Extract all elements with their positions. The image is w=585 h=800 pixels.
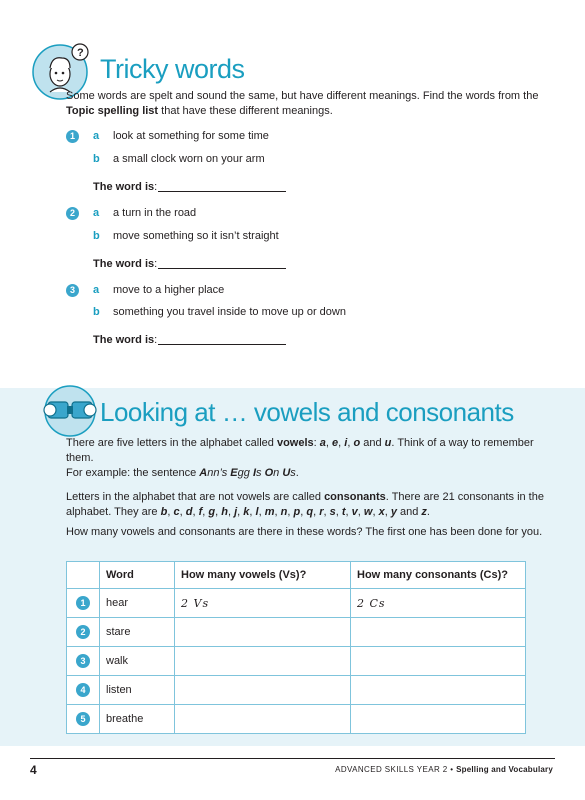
consonant-letter: n (280, 506, 288, 518)
word-cell: breathe (100, 705, 175, 734)
consonant-letter: q (306, 506, 314, 518)
row-number: 5 (76, 712, 90, 726)
consonant-letter: h (221, 506, 228, 518)
table-header-consonants: How many consonants (Cs)? (351, 562, 526, 589)
consonant-letter: r (319, 506, 324, 518)
vowels-answer-cell[interactable] (175, 705, 351, 734)
table-row (67, 618, 526, 647)
footer-divider (30, 758, 555, 759)
word-cell: stare (100, 618, 175, 647)
topic-spelling-list-emphasis: Topic spelling list (66, 105, 159, 117)
consonant-letter: g (208, 506, 216, 518)
tricky-words-intro: Some words are spelt and sound the same, but have different meanings. Find the words from the Topic spelling list that have these different meanings. (66, 90, 539, 117)
consonant-letter: b (160, 506, 168, 518)
mnemonic-example: For example: the sentence Ann’s Egg Is On Us. (66, 467, 299, 479)
consonant-letter: t (341, 506, 346, 518)
word-cell: listen (100, 676, 175, 705)
consonants-answer-cell[interactable] (351, 647, 526, 676)
consonant-letter: v (351, 506, 358, 518)
binoculars-icon (40, 384, 100, 438)
consonant-letter: j (234, 506, 238, 518)
answer-line[interactable] (158, 344, 286, 345)
consonant-letter: s (329, 506, 336, 518)
footer-book-title: ADVANCED SKILLS YEAR 2 • Spelling and Vocabulary (335, 765, 553, 774)
vowels-consonants-table (66, 561, 526, 734)
row-number: 2 (76, 625, 90, 639)
row-number: 3 (76, 654, 90, 668)
word-cell: walk (100, 647, 175, 676)
consonants-definition: Letters in the alphabet that are not vowels are called consonants. There are 21 consonants in the alphabet. They are b, c, d, f, g, h, j, k, l, m, n, p, q, r, s, t, v, w, x, y and z. (66, 491, 544, 518)
consonant-letter: k (243, 506, 250, 518)
consonant-letter: l (255, 506, 259, 518)
consonants-answer-cell[interactable] (351, 618, 526, 647)
consonants-answer-cell[interactable]: 2 Cs (351, 589, 526, 618)
option-letter: b (93, 153, 100, 165)
consonant-letter: w (363, 506, 373, 518)
table-row (67, 589, 526, 618)
answer-line[interactable] (158, 268, 286, 269)
option-letter: a (93, 207, 100, 219)
tricky-words-title: Tricky words (100, 54, 245, 84)
consonants-answer-cell[interactable] (351, 705, 526, 734)
row-number: 4 (76, 683, 90, 697)
table-instructions: How many vowels and consonants are there in these words? The first one has been done for you. (66, 526, 543, 538)
answer-label: The word is: (93, 181, 158, 193)
consonants-answer-cell[interactable] (351, 676, 526, 705)
table-header-word: Word (100, 562, 175, 589)
consonant-letter: y (390, 506, 397, 518)
consonant-letter: c (173, 506, 180, 518)
clue-text: a small clock worn on your arm (113, 153, 265, 165)
consonant-letter: z (421, 506, 427, 518)
question-number: 2 (66, 207, 79, 220)
vowels-definition: There are five letters in the alphabet called vowels: a, e, i, o and u. Think of a way to remember them. (66, 437, 534, 464)
clue-text: a turn in the road (113, 207, 197, 219)
table-header-row (67, 562, 526, 589)
vowels-answer-cell[interactable] (175, 647, 351, 676)
vowels-answer-cell[interactable] (175, 676, 351, 705)
consonant-letter: m (264, 506, 275, 518)
page-number: 4 (30, 763, 37, 777)
answer-line[interactable] (158, 191, 286, 192)
answer-label: The word is: (93, 258, 158, 270)
clue-text: move to a higher place (113, 284, 225, 296)
option-letter: a (93, 130, 100, 142)
table-row (67, 676, 526, 705)
row-number: 1 (76, 596, 90, 610)
table-header-vowels: How many vowels (Vs)? (175, 562, 351, 589)
consonant-letter: x (378, 506, 385, 518)
vowels-answer-cell[interactable]: 2 Vs (175, 589, 351, 618)
svg-text:?: ? (77, 47, 84, 59)
question-number: 1 (66, 130, 79, 143)
table-row (67, 705, 526, 734)
question-number: 3 (66, 284, 79, 297)
table-row (67, 647, 526, 676)
clue-text: look at something for some time (113, 130, 269, 142)
option-letter: b (93, 230, 100, 242)
option-letter: a (93, 284, 100, 296)
table-header-number (67, 562, 100, 589)
vowels-consonants-title: Looking at … vowels and consonants (100, 397, 514, 427)
consonant-letter: p (293, 506, 301, 518)
option-letter: b (93, 306, 100, 318)
clue-text: something you travel inside to move up or down (113, 306, 346, 318)
answer-label: The word is: (93, 334, 158, 346)
clue-text: move something so it isn’t straight (113, 230, 279, 242)
consonant-letter: d (185, 506, 193, 518)
consonant-letter: f (198, 506, 203, 518)
word-cell: hear (100, 589, 175, 618)
vowels-answer-cell[interactable] (175, 618, 351, 647)
